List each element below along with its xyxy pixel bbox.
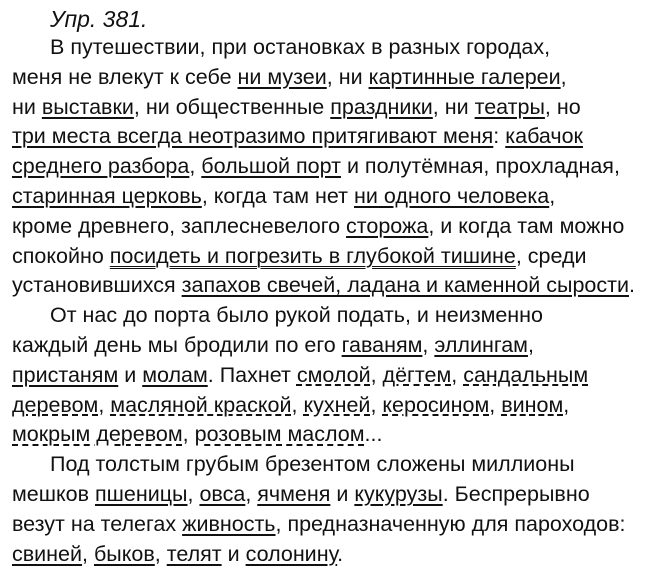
text-fragment: , [187,481,200,506]
text-line [12,450,652,480]
text-line [12,212,652,242]
text-fragment: , [370,362,383,387]
exercise-title: Упр. 381. [50,6,148,32]
text-fragment: . Беспрерывно [442,481,590,506]
underlined-word: сандальным [463,362,589,387]
underlined-word: масляной краской [110,392,292,417]
text-fragment: , [549,183,556,208]
text-fragment: меня не влекут к себе [12,64,238,89]
text-fragment: , [560,64,567,89]
paragraph-2 [12,301,652,450]
text-fragment: . [337,541,344,566]
text-line [12,182,652,212]
underlined-word: мокрым деревом [12,422,183,447]
exercise-text [12,33,652,569]
underlined-word: ячменя [257,481,331,506]
text-fragment: , [422,332,435,357]
text-fragment: и полутёмная, прохладная, [340,154,620,179]
text-fragment: , [370,392,383,417]
text-fragment: , ни общественные [133,94,331,119]
text-fragment: , [154,541,167,566]
text-line [12,480,652,510]
underlined-word: гаваням [341,332,423,357]
underlined-word: кукурузы [354,481,443,506]
underlined-word: молам [142,362,208,387]
text-line [12,331,652,361]
text-fragment: везут на телегах [12,511,183,536]
underlined-word: ни одного человека [354,183,550,208]
underlined-word: пристаням [12,362,119,387]
underlined-word: среднего разбора [12,154,190,179]
underlined-word: деревом [12,392,99,417]
text-fragment: , [182,422,195,447]
text-line [12,122,652,152]
text-fragment: и [221,541,246,566]
text-line [12,93,652,123]
underlined-word: вином [501,392,564,417]
underlined-word: театры [474,94,545,119]
text-line [12,510,652,540]
underlined-word: ни музеи [237,64,327,89]
underlined-word: розовым маслом [194,422,365,447]
underlined-word: кухней [303,392,371,417]
text-line [12,361,652,391]
text-line [12,271,652,301]
text-fragment: кроме древнего, заплесневелого [12,213,347,238]
text-fragment: , [98,392,111,417]
underlined-word: картинные галереи [368,64,561,89]
underlined-word: большой порт [201,154,341,179]
text-line [12,33,652,63]
underlined-word: пшеницы [95,481,188,506]
text-fragment: Под толстым грубым брезентом сложены миллионы [50,452,575,477]
underlined-word: сторожа [346,213,429,238]
text-fragment: мешков [12,481,95,506]
text-fragment: , [245,481,258,506]
text-line [12,420,652,450]
underlined-word: эллингам [434,332,528,357]
underlined-word: посидеть и погрезить в глубокой тишине [109,243,516,268]
text-fragment: . [628,273,635,298]
text-fragment: , [189,154,202,179]
text-fragment: , [563,392,570,417]
text-line [12,63,652,93]
underlined-word: овса [199,481,246,506]
text-line [12,301,652,331]
underlined-word: живность [182,511,276,536]
text-line [12,242,652,272]
text-fragment: , [451,362,464,387]
underlined-word: телят [166,541,222,566]
text-fragment: спокойно [12,243,110,268]
text-fragment: ни [12,94,42,119]
text-fragment: , ни [432,94,475,119]
text-line [12,540,652,569]
text-fragment: , [527,332,534,357]
text-fragment: , и когда там можно [428,213,625,238]
text-fragment: , [291,392,304,417]
paragraph-3 [12,450,652,569]
underlined-word: свиней [12,541,83,566]
text-fragment: . Пахнет [207,362,297,387]
text-fragment: , ни [326,64,369,89]
text-fragment: , когда там нет [201,183,354,208]
paragraph-1 [12,33,652,301]
underlined-word: три места всегда неотразимо притягивают меня [12,124,494,149]
text-fragment: установившихся [12,273,182,298]
underlined-word: солонину [245,541,338,566]
text-fragment: , [82,541,94,566]
text-fragment: каждый день мы бродили по его [12,332,342,357]
text-fragment: , [489,392,502,417]
text-fragment: : [493,124,506,149]
text-fragment: и [118,362,143,387]
underlined-word: старинная церковь [12,183,202,208]
underlined-word: праздники [330,94,433,119]
underlined-word: смолой [296,362,371,387]
text-fragment: , предназначенную для пароходов: [275,511,626,536]
underlined-word: керосином [382,392,490,417]
text-line [12,391,652,421]
text-fragment: и [330,481,355,506]
text-line [12,152,652,182]
underlined-word: запахов свечей, ладана и каменной сырости [181,273,629,298]
underlined-word: кабачок [505,124,583,149]
text-fragment: , среди [515,243,587,268]
text-fragment: ... [364,422,383,447]
text-fragment: В путешествии, при остановках в разных городах, [50,35,551,59]
underlined-word: быков [93,541,155,566]
text-fragment: От нас до порта было рукой подать, и неизменно [50,303,544,328]
underlined-word: выставки [41,94,134,119]
text-fragment: , но [544,94,581,119]
underlined-word: дёгтем [382,362,452,387]
